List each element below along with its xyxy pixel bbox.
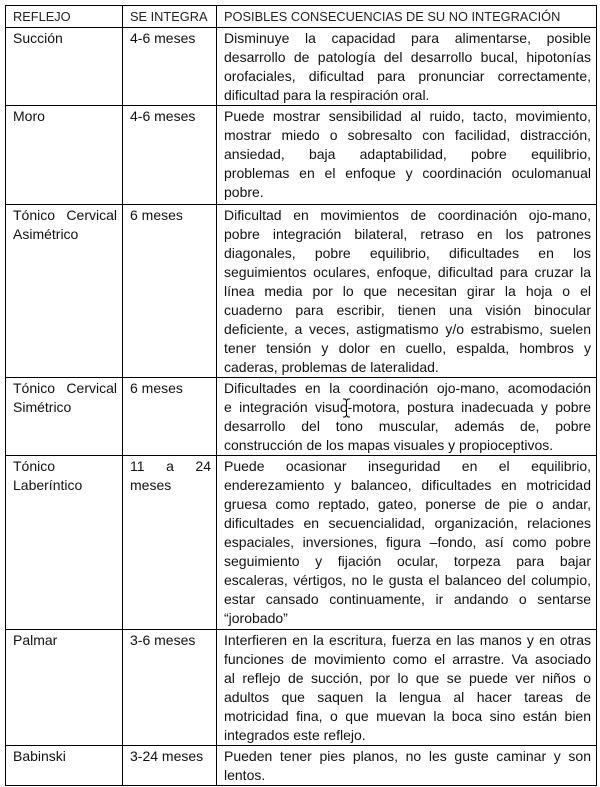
consequences-cell [217,28,597,106]
table-row-tonico-cervical-simetrico [6,378,597,456]
cell-line: Interfieren en la escritura, fuerza en las manos y en otras [224,632,591,648]
cell-line: tener tensión y dolor en cuello, espalda, hombros y [224,340,591,356]
integration-age-cell [123,746,217,786]
cell-line: Puede mostrar sensibilidad al ruido, tacto, movimiento, [224,108,591,124]
cell-line: Moro [13,108,45,124]
cell-line: caderas, problemas de lateralidad. [224,359,439,375]
cell-line: 3-6 meses [130,632,196,648]
cell-line: Dificultad en movimientos de coordinación ojo-mano, [224,207,591,223]
cell-line: ansiedad, baja adaptabilidad, pobre equilibrio, [224,146,591,162]
cell-line: gruesa como reptado, gateo, ponerse de pie o andar, [224,496,591,512]
cell-line: meses [130,477,172,493]
table-row-palmar [6,630,597,746]
cell-line: funciones de movimiento como el arrastre. Va asociado [224,651,591,667]
cell-line: Pueden tener pies planos, no les guste caminar y son [224,748,591,764]
reflex-name-cell [6,630,123,746]
cell-line: diagonales, pobre equilibrio, dificultades en los [224,245,591,261]
reflex-name-cell [6,456,123,630]
consequences-cell [217,746,597,786]
cell-line: desarrollo de patología del desarrollo bucal, hipotonías [224,49,591,65]
cell-line: Palmar [13,632,58,648]
cell-line: lentos. [224,767,266,783]
header-reflejo: REFLEJO [6,6,123,28]
consequences-cell [217,630,597,746]
cell-line: problemas en el enfoque y coordinación oculomanual [224,165,591,181]
integration-age-cell [123,456,217,630]
cell-line: motricidad fina, o que muevan la boca sino están bien [224,708,591,724]
table-row-tonico-laberintico [6,456,597,630]
cell-line: al reflejo de succión, por lo que se puede ver niños o [224,670,591,686]
reflexes-table [5,5,597,786]
cell-line: pobre. [224,184,264,200]
cell-line: e integración visuo-motora, postura inadecuada y pobre [224,399,591,415]
cell-line: desarrollo del tono muscular, además de, pobre [224,418,591,434]
integration-age-cell [123,630,217,746]
header-row [6,6,597,28]
cell-line: mostrar miedo o sobresalto con facilidad, distracción, [224,127,591,143]
consequences-cell [217,456,597,630]
reflex-name-cell [6,378,123,456]
cell-line: dificultades en secuencialidad, organización, relaciones [224,515,591,531]
reflex-name-cell [6,106,123,205]
cell-line: 3-24 meses [130,748,204,764]
cell-line: Asimétrico [13,226,79,242]
cell-line: dificultad para la respiración oral. [224,87,430,103]
cell-line: Laberíntico [13,477,83,493]
reflex-name-cell [6,746,123,786]
cell-line: 4-6 meses [130,108,196,124]
cell-line: “jorobado” [224,610,288,626]
cell-line: espaciales, inversiones, figura –fondo, así como pobre [224,534,591,550]
cell-line: Dificultades en la coordinación ojo-mano, acomodación [224,380,591,396]
consequences-cell [217,378,597,456]
integration-age-cell [123,378,217,456]
cell-line: Babinski [13,748,66,764]
cell-line: estar cansado continuamente, ir andando o sentarse [224,591,591,607]
cell-line: adultos que saquen la lengua al hacer tareas de [224,689,591,705]
cell-line: Tónico Cervical [13,207,117,223]
table-row-moro [6,106,597,205]
cell-line: integrados este reflejo. [224,727,366,743]
cell-line: seguimientos oculares, enfoque, dificultad para cruzar la [224,264,591,280]
integration-age-cell [123,28,217,106]
reflex-name-cell [6,28,123,106]
cell-line: Simétrico [13,399,72,415]
cell-line: Puede ocasionar inseguridad en el equilibrio, [224,458,591,474]
cell-line: 11 a 24 [130,458,211,474]
consequences-cell [217,205,597,378]
cell-line: deficiente, a veces, astigmatismo y/o estrabismo, suelen [224,321,591,337]
cell-line: línea media por lo que necesitan girar la hoja o el [224,283,591,299]
header-se-integra: SE INTEGRA [123,6,217,28]
cell-line: Tónico Cervical [13,380,117,396]
cell-line: Disminuye la capacidad para alimentarse, posible [224,30,591,46]
table-row-succion [6,28,597,106]
integration-age-cell [123,106,217,205]
table-row-tonico-cervical-asimetrico [6,205,597,378]
table-row-babinski [6,746,597,786]
cell-line: seguimiento y fijación ocular, torpeza para bajar [224,553,591,569]
cell-line: Tónico [13,458,56,474]
cell-line: Succión [13,30,63,46]
cell-line: construcción de los mapas visuales y propioceptivos. [224,437,554,453]
cell-line: 6 meses [130,380,183,396]
cell-line: cuaderno para escribir, tienen una visión binocular [224,302,591,318]
cell-line: escaleras, vértigos, no le gusta el balanceo del columpio, [224,572,591,588]
reflex-name-cell [6,205,123,378]
consequences-cell [217,106,597,205]
cell-line: pobre integración bilateral, retraso en los patrones [224,226,591,242]
integration-age-cell [123,205,217,378]
cell-line: orofaciales, dificultad para pronunciar correctamente, [224,68,591,84]
cell-line: enderezamiento y balanceo, dificultades en motricidad [224,477,591,493]
cell-line: 4-6 meses [130,30,196,46]
header-consecuencias: POSIBLES CONSECUENCIAS DE SU NO INTEGRACIÓN [217,6,597,28]
cell-line: 6 meses [130,207,183,223]
